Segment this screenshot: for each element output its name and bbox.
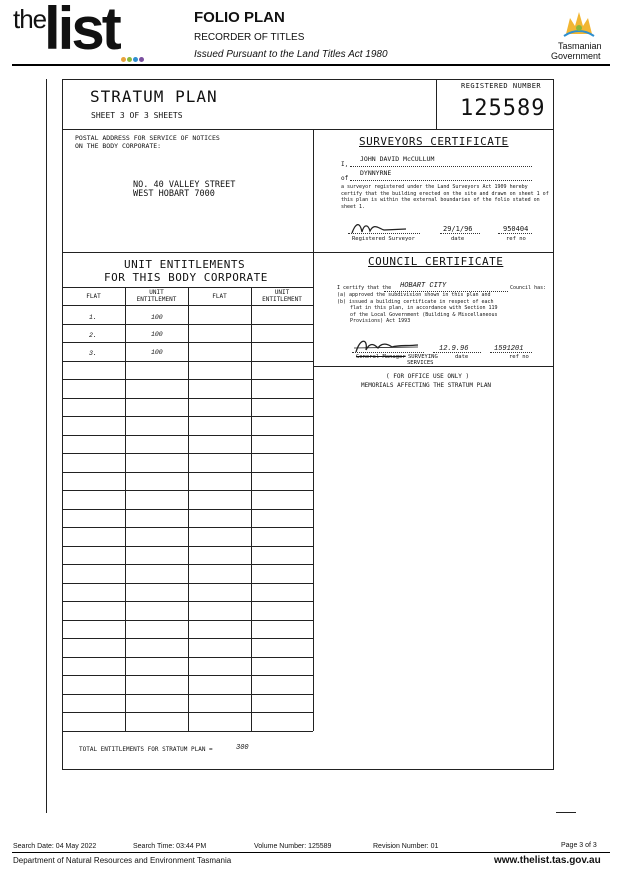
table-cell-flat: 1. bbox=[89, 314, 97, 321]
department-name: Department of Natural Resources and Environment Tasmania bbox=[13, 856, 232, 865]
search-date: Search Date: 04 May 2022 bbox=[13, 843, 97, 850]
issued-pursuant: Issued Pursuant to the Land Titles Act 1980 bbox=[194, 49, 388, 60]
surveyor-i-label: I, bbox=[341, 161, 349, 168]
col-header-unit-entitlement bbox=[251, 289, 313, 303]
logo-dot bbox=[139, 57, 144, 62]
table-row-rule bbox=[62, 638, 313, 639]
registered-surveyor-label: Registered Surveyor bbox=[352, 236, 415, 242]
center-divider bbox=[313, 129, 314, 731]
total-entitlements-value: 300 bbox=[236, 744, 249, 752]
surveyors-certificate-title: SURVEYORS CERTIFICATE bbox=[359, 135, 509, 148]
office-use-label: ( FOR OFFICE USE ONLY ) bbox=[386, 373, 470, 380]
table-row-rule bbox=[62, 324, 313, 325]
table-cell-entitlement: 100 bbox=[151, 349, 163, 356]
memorials-label: MEMORIALS AFFECTING THE STRATUM PLAN bbox=[361, 382, 492, 389]
surveyor-ref: 950404 bbox=[503, 225, 529, 233]
table-bottom-rule bbox=[62, 731, 313, 732]
page-number: Page 3 of 3 bbox=[561, 842, 597, 849]
table-row-rule bbox=[62, 601, 313, 602]
gov-label-1: Tasmanian bbox=[558, 41, 602, 51]
council-certify-prefix: I certify that the bbox=[337, 285, 392, 291]
council-item: of the Local Government (Building & Miscellaneous bbox=[350, 311, 498, 318]
col-header-flat: FLAT bbox=[212, 293, 227, 300]
table-row-rule bbox=[62, 657, 313, 658]
col-header-line: ENTITLEMENT bbox=[136, 296, 177, 303]
sheet-number: SHEET 3 OF 3 SHEETS bbox=[91, 111, 183, 120]
office-divider bbox=[314, 366, 553, 367]
recorder-of-titles: RECORDER OF TITLES bbox=[194, 32, 305, 43]
table-row-rule bbox=[62, 509, 313, 510]
mid-section-divider bbox=[62, 252, 553, 253]
header-divider bbox=[12, 64, 610, 66]
logo-list-text: list bbox=[44, 0, 119, 62]
postal-address bbox=[133, 181, 235, 199]
postal-label-line: ON THE BODY CORPORATE: bbox=[75, 142, 162, 150]
logo-the-text: the bbox=[13, 4, 47, 34]
address-line: NO. 40 VALLEY STREET bbox=[133, 180, 236, 190]
table-row-rule bbox=[62, 675, 313, 676]
council-ref: 1591201 bbox=[494, 345, 524, 353]
scan-mark bbox=[556, 812, 576, 813]
council-city: HOBART CITY bbox=[400, 282, 447, 290]
surveyor-name-line bbox=[350, 166, 532, 167]
table-row-rule bbox=[62, 490, 313, 491]
table-row-rule bbox=[62, 620, 313, 621]
logo-dot bbox=[121, 57, 126, 62]
table-row-rule bbox=[62, 435, 313, 436]
table-row-rule bbox=[62, 527, 313, 528]
council-signature bbox=[352, 336, 422, 356]
regnum-divider bbox=[436, 79, 437, 129]
surveyor-signature-line bbox=[348, 233, 420, 234]
council-item: Provisions) Act 1993 bbox=[350, 318, 411, 324]
col-header-line: UNIT bbox=[149, 289, 164, 296]
page-title: FOLIO PLAN bbox=[194, 9, 285, 26]
surveyor-of-label: of bbox=[341, 175, 349, 182]
table-cell-entitlement: 100 bbox=[151, 314, 163, 321]
surveyor-place-line bbox=[350, 180, 532, 181]
col-header-unit-entitlement bbox=[125, 289, 188, 303]
surveyor-date-line bbox=[440, 233, 480, 234]
website-link[interactable]: www.thelist.tas.gov.au bbox=[494, 855, 601, 866]
surveying-label: SURVEYING bbox=[408, 354, 438, 360]
table-cell-entitlement: 100 bbox=[151, 331, 163, 338]
address-line: WEST HOBART 7000 bbox=[133, 189, 215, 199]
table-row-rule bbox=[62, 694, 313, 695]
council-item: (b) issued a building certificate in respect of each bbox=[337, 298, 494, 305]
surveyor-date-label: date bbox=[451, 236, 465, 242]
col-header-flat: FLAT bbox=[86, 293, 101, 300]
surveyor-ref-label: ref no bbox=[506, 236, 526, 242]
top-section-divider bbox=[62, 129, 553, 130]
services-label: SERVICES bbox=[407, 360, 434, 366]
surveyor-place: DYNNYRNE bbox=[360, 169, 392, 177]
council-date-line bbox=[433, 352, 481, 353]
council-certificate-text bbox=[337, 292, 551, 325]
council-certificate-title: COUNCIL CERTIFICATE bbox=[368, 255, 504, 268]
council-ref-line bbox=[490, 352, 532, 353]
logo-dot bbox=[133, 57, 138, 62]
surveyor-ref-line bbox=[498, 233, 532, 234]
postal-label-line: POSTAL ADDRESS FOR SERVICE OF NOTICES bbox=[75, 134, 220, 142]
council-item: (a) approved the subdivision shown in this plan and bbox=[337, 292, 491, 298]
council-ref-label: ref no bbox=[509, 354, 529, 360]
table-row-rule bbox=[62, 361, 313, 362]
council-has-label: Council has: bbox=[510, 285, 547, 291]
logo-dot bbox=[127, 57, 132, 62]
table-cell-flat: 2. bbox=[89, 332, 97, 339]
registered-number-label: REGISTERED NUMBER bbox=[461, 82, 542, 90]
unit-entitlements-title: UNIT ENTITLEMENTS bbox=[124, 258, 246, 271]
postal-address-label bbox=[75, 134, 220, 150]
table-row-rule bbox=[62, 583, 313, 584]
council-signature-line bbox=[352, 352, 424, 353]
volume-number: Volume Number: 125589 bbox=[254, 843, 332, 850]
footer-divider bbox=[12, 852, 610, 853]
table-row-rule bbox=[62, 472, 313, 473]
plan-title: STRATUM PLAN bbox=[90, 87, 218, 106]
table-row-rule bbox=[62, 564, 313, 565]
table-row-rule bbox=[62, 712, 313, 713]
council-date-label: date bbox=[455, 354, 469, 360]
surveyor-certificate-text: a surveyor registered under the Land Surveyors Act 1909 hereby certify that the building erected on the site and drawn on sheet 1 of this plan is within the external boundaries of the folio stated on sheet 1. bbox=[341, 184, 549, 210]
table-row-rule bbox=[62, 416, 313, 417]
registered-number: 125589 bbox=[460, 96, 546, 121]
total-entitlements-label: TOTAL ENTITLEMENTS FOR STRATUM PLAN = bbox=[79, 746, 213, 753]
surveyor-date: 29/1/96 bbox=[443, 225, 473, 233]
revision-number: Revision Number: 01 bbox=[373, 843, 439, 850]
margin-line bbox=[46, 79, 47, 813]
table-cell-flat: 3. bbox=[89, 350, 97, 357]
council-item: flat in this plan, in accordance with Section 119 bbox=[350, 305, 498, 311]
table-row-rule bbox=[62, 379, 313, 380]
surveyor-name: JOHN DAVID McCULLUM bbox=[360, 155, 435, 163]
col-header-line: ENTITLEMENT bbox=[262, 296, 302, 303]
general-manager-label: General Manager bbox=[356, 354, 406, 360]
table-row-rule bbox=[62, 398, 313, 399]
search-time: Search Time: 03:44 PM bbox=[133, 843, 207, 850]
gov-label-2: Government bbox=[551, 51, 601, 61]
tasmanian-government-crest-icon bbox=[562, 8, 596, 38]
table-row-rule bbox=[62, 453, 313, 454]
table-row-rule bbox=[62, 342, 313, 343]
council-date: 12.9.96 bbox=[439, 345, 469, 353]
unit-entitlements-subtitle: FOR THIS BODY CORPORATE bbox=[104, 271, 268, 284]
col-header-line: UNIT bbox=[274, 289, 290, 296]
table-row-rule bbox=[62, 546, 313, 547]
